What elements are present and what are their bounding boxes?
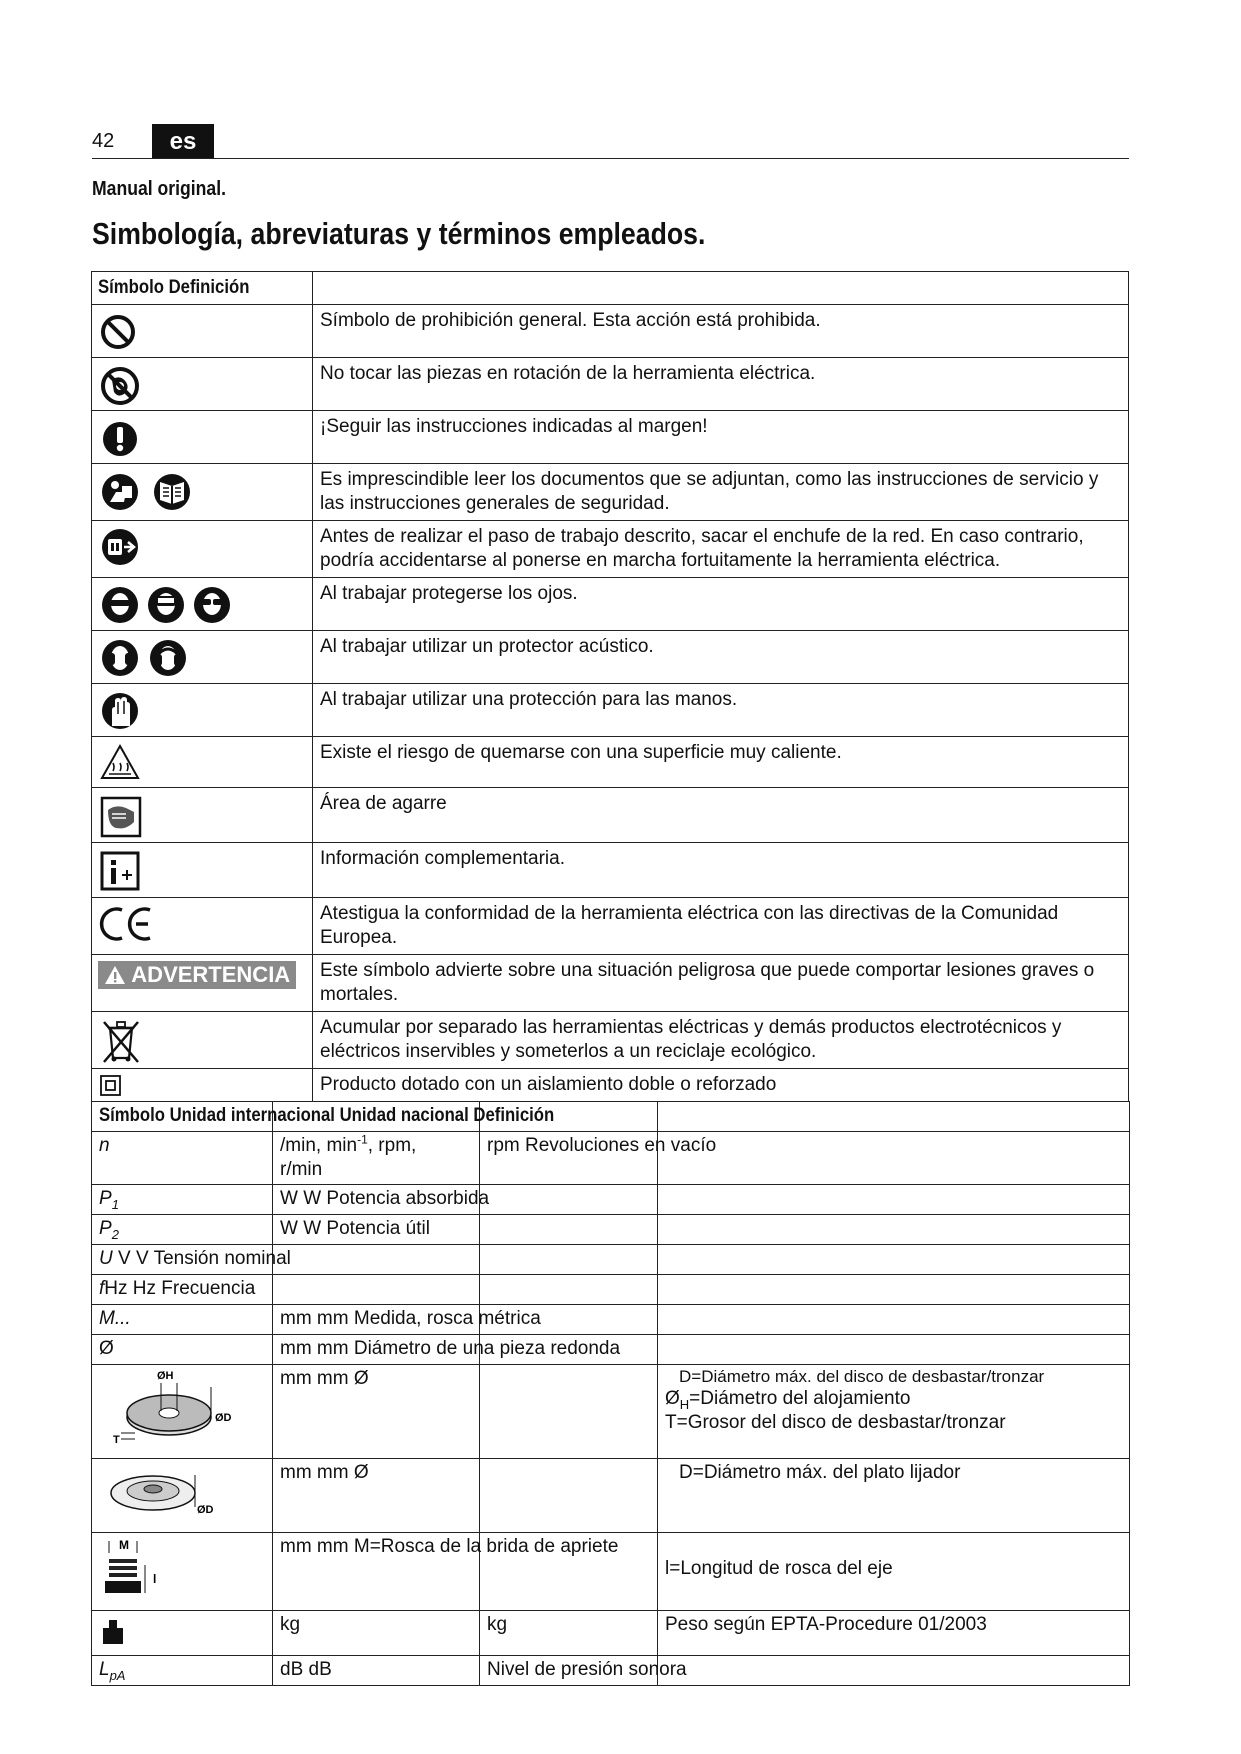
hand-protection-icon xyxy=(98,688,144,732)
p2-letter: P xyxy=(99,1218,112,1239)
p1-letter: P xyxy=(99,1188,112,1209)
unplug-icon xyxy=(98,525,144,569)
p2-sub: 2 xyxy=(111,1226,119,1242)
warning-triangle-icon xyxy=(104,965,126,985)
thread-units: mm mm M=Rosca de la brida de apriete xyxy=(280,1536,619,1557)
disc-definition-2 xyxy=(665,1387,1122,1411)
symbol-f: f xyxy=(99,1278,105,1299)
symbol-m: M... xyxy=(99,1308,131,1329)
symbol-definition: Símbolo de prohibición general. Esta acción está prohibida. xyxy=(313,305,1129,358)
no-touch-rotating-icon xyxy=(98,362,142,406)
disc-label-h: ØH xyxy=(157,1370,174,1382)
units-table-header: Símbolo Unidad internacional Unidad nacional Definición xyxy=(99,1105,555,1126)
symbol-definition: Atestigua la conformidad de la herramienta eléctrica con las directivas de la Comunidad Europea. xyxy=(313,898,1129,955)
u-row xyxy=(99,1247,291,1271)
symbol-definition: Antes de realizar el paso de trabajo descrito, sacar el enchufe de la red. En caso contrario, podría accidentarse al ponerse en marcha fortuitamente la herramienta eléctrica. xyxy=(313,521,1129,578)
ear-protection-icon xyxy=(98,635,194,679)
m-definition: mm mm Medida, rosca métrica xyxy=(280,1308,541,1329)
symbols-header-label: Símbolo Definición xyxy=(98,277,250,298)
pad-definition: D=Diámetro máx. del plato lijador xyxy=(679,1462,961,1483)
sanding-pad-diagram-icon xyxy=(105,1461,225,1523)
symbol-diameter: Ø xyxy=(99,1338,114,1359)
prohibition-icon xyxy=(98,309,138,351)
symbols-table-header xyxy=(92,272,313,305)
exclamation-icon xyxy=(98,415,142,459)
p1-sub: 1 xyxy=(111,1196,119,1212)
ce-mark-icon xyxy=(98,902,158,944)
lpa-units: dB dB xyxy=(273,1656,480,1686)
symbol-lpa xyxy=(99,1659,126,1683)
symbol-definition: ¡Seguir las instrucciones indicadas al margen! xyxy=(313,411,1129,464)
header-rule xyxy=(92,158,1129,159)
diameter-definition: mm mm Diámetro de una pieza redonda xyxy=(280,1338,621,1359)
thread-label-l: l xyxy=(153,1572,157,1586)
manual-subtitle: Manual original. xyxy=(92,178,226,200)
symbol-definition: Al trabajar protegerse los ojos. xyxy=(313,578,1129,631)
disc-definition-3: T=Grosor del disco de desbastar/tronzar xyxy=(665,1412,1006,1433)
weight-definition: Peso según EPTA-Procedure 01/2003 xyxy=(658,1611,1130,1656)
disc-units: mm mm Ø xyxy=(273,1365,480,1459)
p2-definition: W W Potencia útil xyxy=(280,1218,430,1239)
n-units: /min, min xyxy=(280,1135,358,1156)
u-definition: V V Tensión nominal xyxy=(118,1248,291,1269)
symbol-n: n xyxy=(99,1135,110,1156)
symbol-p1 xyxy=(99,1188,119,1212)
page-title: Simbología, abreviaturas y términos empleados. xyxy=(92,216,706,251)
n-definition: rpm Revoluciones en vacío xyxy=(487,1135,717,1156)
symbol-definition: Información complementaria. xyxy=(313,843,1129,898)
hot-surface-icon xyxy=(98,741,144,783)
n-units-rest: , rpm, xyxy=(367,1135,417,1156)
disc-definition-1: D=Diámetro máx. del disco de desbastar/tronzar xyxy=(679,1367,1045,1386)
grinding-disc-diagram-icon xyxy=(111,1367,231,1449)
info-icon xyxy=(98,847,144,893)
disc-def-2-symbol: Ø xyxy=(665,1388,680,1409)
thread-label-m: M xyxy=(119,1538,129,1552)
thread-diagram-icon xyxy=(101,1535,171,1601)
lpa-letter: L xyxy=(99,1659,110,1680)
thread-definition: l=Longitud de rosca del eje xyxy=(665,1558,893,1579)
symbol-definition: Al trabajar utilizar un protector acústico. xyxy=(313,631,1129,684)
symbol-u: U xyxy=(99,1248,113,1269)
warning-label: ADVERTENCIA xyxy=(131,962,291,987)
pad-label-d: ØD xyxy=(197,1504,214,1516)
page-number: 42 xyxy=(92,130,115,152)
double-insulation-icon xyxy=(98,1073,124,1097)
pad-units: mm mm Ø xyxy=(273,1459,480,1533)
weight-national-unit: kg xyxy=(480,1611,658,1656)
symbol-definition: Área de agarre xyxy=(313,788,1129,843)
symbol-definition: Es imprescindible leer los documentos que se adjuntan, como las instrucciones de servicio y las instrucciones generales de seguridad. xyxy=(313,464,1129,521)
weee-bin-icon xyxy=(98,1016,144,1064)
lpa-sub: pA xyxy=(109,1667,126,1683)
read-manual-icon xyxy=(98,468,198,514)
warning-badge xyxy=(98,961,296,989)
weight-icon xyxy=(99,1616,127,1646)
symbol-definition: Este símbolo advierte sobre una situación peligrosa que puede comportar lesiones graves o mortales. xyxy=(313,955,1129,1012)
language-badge: es xyxy=(152,124,214,158)
disc-def-2-rest: =Diámetro del alojamiento xyxy=(689,1388,911,1409)
weight-intl-unit: kg xyxy=(273,1611,480,1656)
symbols-table xyxy=(91,271,1129,1102)
p1-definition: W W Potencia absorbida xyxy=(280,1188,490,1209)
f-definition: Hz Hz Frecuencia xyxy=(104,1278,256,1299)
grip-area-icon xyxy=(98,792,144,838)
n-units-line2: r/min xyxy=(280,1159,323,1180)
eye-protection-icon xyxy=(98,582,238,626)
disc-def-2-sub: H xyxy=(679,1396,690,1412)
lpa-definition: Nivel de presión sonora xyxy=(487,1659,687,1680)
n-units-exp: -1 xyxy=(357,1132,368,1147)
symbol-p2 xyxy=(99,1218,119,1242)
symbol-definition: Existe el riesgo de quemarse con una superficie muy caliente. xyxy=(313,737,1129,788)
disc-label-d: ØD xyxy=(215,1412,231,1424)
units-table xyxy=(91,1101,1130,1686)
symbol-definition: Producto dotado con un aislamiento doble o reforzado xyxy=(313,1069,1129,1102)
symbol-definition: No tocar las piezas en rotación de la herramienta eléctrica. xyxy=(313,358,1129,411)
disc-label-t: T xyxy=(113,1434,120,1446)
symbol-definition: Acumular por separado las herramientas eléctricas y demás productos electrotécnicos y eléctricos inservibles y someterlos a un reciclaje ecológico. xyxy=(313,1012,1129,1069)
f-row xyxy=(99,1277,255,1301)
symbol-definition: Al trabajar utilizar una protección para las manos. xyxy=(313,684,1129,737)
